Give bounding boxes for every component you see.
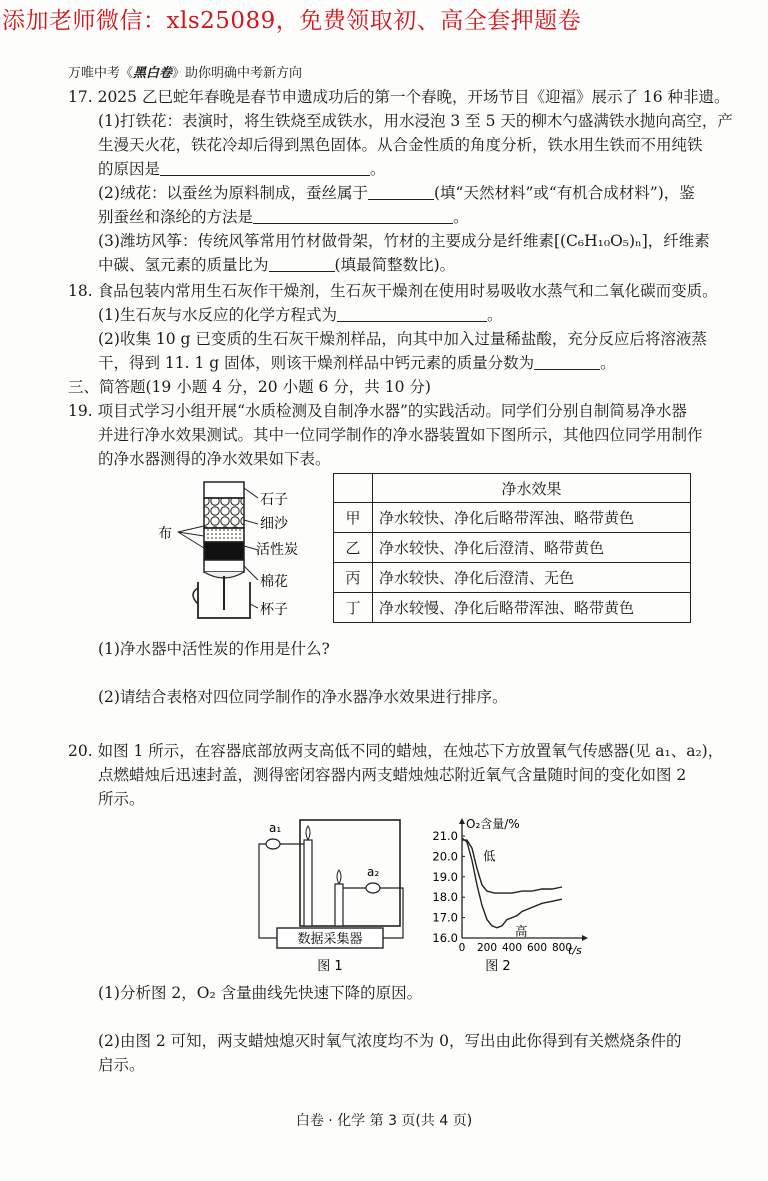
sand-layer bbox=[204, 528, 244, 542]
row-key: 甲 bbox=[334, 503, 373, 533]
x-tick-label: 800 bbox=[551, 942, 573, 954]
q17-p1a: (1)打铁花：表演时，将生铁烧至成铁水，用水浸泡 3 至 5 天的柳木勺盛满铁水抛向高空，产 bbox=[98, 112, 733, 130]
q19-stem-2: 并进行净水效果测试。其中一位同学制作的净水器装置如下图所示，其他四位同学用制作 bbox=[98, 426, 703, 444]
q17-answer-blank-2[interactable] bbox=[368, 183, 434, 200]
q19-p2: (2)请结合表格对四位同学制作的净水器净水效果进行排序。 bbox=[98, 688, 508, 706]
y-tick-label: 20.0 bbox=[432, 849, 458, 864]
y-tick-label: 18.0 bbox=[432, 890, 458, 905]
q17-answer-blank-4[interactable] bbox=[269, 255, 335, 272]
x-tick-label: 0 bbox=[458, 942, 466, 954]
x-tick-label: 600 bbox=[526, 942, 548, 954]
q17-p3a: (3)潍坊风筝：传统风筝常用竹材做骨架，竹材的主要成分是纤维素[(C₆H₁₀O₅)ₙ]，纤维素 bbox=[98, 232, 710, 250]
label-bu: 布 bbox=[158, 526, 172, 542]
row-value: 净水较慢、净化后略带浑浊、略带黄色 bbox=[373, 593, 691, 623]
filter-top bbox=[204, 482, 244, 498]
label-a2: a₂ bbox=[367, 865, 380, 879]
label-mianhua: 棉花 bbox=[260, 574, 288, 590]
x-tick-label: 400 bbox=[501, 942, 523, 954]
q17-p2a: (2)绒花：以蚕丝为原料制成，蚕丝属于 bbox=[98, 184, 368, 202]
header-pre: 万唯中考《 bbox=[68, 66, 134, 81]
q18-stem: 18. 食品包装内常用生石灰作干燥剂，生石灰干燥剂在使用时易吸收水蒸气和二氧化碳而变质。 bbox=[68, 282, 718, 300]
q17-p2c: 别蚕丝和涤纶的方法是 bbox=[98, 208, 254, 226]
table-row bbox=[334, 593, 691, 623]
q18-p2a: (2)收集 10 g 已变质的生石灰干燥剂样品，向其中加入过量稀盐酸，充分反应后将溶液蒸 bbox=[98, 330, 707, 348]
table-corner bbox=[334, 474, 373, 503]
y-tick-label: 19.0 bbox=[432, 869, 458, 884]
x-tick-label: 200 bbox=[476, 942, 498, 954]
cotton-layer bbox=[204, 560, 244, 572]
short-flame bbox=[337, 870, 341, 884]
q20-stem-2: 点燃蜡烛后迅速封盖，测得密闭容器内两支蜡烛烛芯附近氧气含量随时间的变化如图 2 bbox=[98, 766, 687, 784]
label-a1: a₁ bbox=[269, 821, 282, 835]
q18-p2b: 干，得到 11. 1 g 固体，则该干燥剂样品中钙元素的质量分数为 bbox=[98, 354, 535, 372]
q17-p1b: 生漫天火花，铁花冷却后得到黑色固体。从合金性质的角度分析，铁水用生铁而不用纯铁 bbox=[98, 136, 703, 154]
short-candle bbox=[335, 884, 343, 926]
y-tick-label: 17.0 bbox=[432, 910, 458, 925]
chart-series bbox=[462, 838, 562, 939]
tall-flame bbox=[306, 826, 310, 840]
y-axis-arrow bbox=[459, 818, 465, 824]
sensor-a2 bbox=[366, 883, 380, 893]
row-key: 丙 bbox=[334, 563, 373, 593]
q17-stem: 17. 2025 乙巳蛇年春晚是春节申遗成功后的第一个春晚，开场节目《迎福》展示了 16 种非遗。 bbox=[68, 88, 730, 106]
q17-p3b: 中碳、氢元素的质量比为 bbox=[98, 256, 269, 274]
q17-p1c-row: 的原因是 。 bbox=[98, 160, 386, 178]
container bbox=[300, 820, 400, 926]
chart-ticks bbox=[432, 829, 572, 954]
q18-answer-blank-1[interactable] bbox=[337, 305, 487, 322]
q18-p2-row bbox=[98, 352, 616, 374]
page-header bbox=[68, 62, 302, 81]
section-3-title: 三、简答题(19 小题 4 分，20 小题 6 分，共 10 分) bbox=[68, 378, 431, 396]
y-axis-label: O₂含量/% bbox=[466, 817, 520, 831]
q18-p2c: 。 bbox=[600, 354, 616, 372]
table-row bbox=[334, 503, 691, 533]
fig1-caption: 图 1 bbox=[317, 959, 343, 974]
q17-p2c-row: 别蚕丝和涤纶的方法是 。 bbox=[98, 208, 469, 226]
row-value: 净水较快、净化后澄清、无色 bbox=[373, 563, 691, 593]
q19-p1: (1)净水器中活性炭的作用是什么? bbox=[98, 640, 330, 658]
q19-stem-1: 19. 项目式学习小组开展“水质检测及自制净水器”的实践活动。同学们分别自制简易净水器 bbox=[68, 402, 687, 420]
header-post: 》助你明确中考新方向 bbox=[172, 66, 303, 81]
row-key: 丁 bbox=[334, 593, 373, 623]
q17-answer-blank-1[interactable] bbox=[160, 159, 370, 176]
q20-stem-1: 20. 如图 1 所示，在容器底部放两支高低不同的蜡烛，在烛芯下方放置氧气传感器(见 a₁、a₂)， bbox=[68, 742, 724, 760]
y-tick-label: 21.0 bbox=[432, 829, 458, 843]
x-axis-arrow bbox=[582, 935, 588, 941]
carbon-layer bbox=[204, 542, 244, 560]
figure-1-apparatus bbox=[255, 812, 415, 977]
pebble-layer bbox=[204, 498, 244, 528]
q19-stem-3: 的净水器测得的净水效果如下表。 bbox=[98, 450, 331, 468]
q17-answer-blank-3[interactable] bbox=[253, 207, 453, 224]
y-tick-label: 16.0 bbox=[432, 931, 458, 945]
label-xisha: 细沙 bbox=[260, 516, 288, 532]
q20-p1: (1)分析图 2，O₂ 含量曲线先快速下降的原因。 bbox=[98, 984, 423, 1002]
series-line-2 bbox=[462, 838, 562, 928]
q17-p1c: 的原因是 bbox=[98, 160, 161, 178]
q17-p3c: (填最简整数比)。 bbox=[334, 256, 456, 274]
figure-2-oxygen-chart bbox=[420, 812, 600, 977]
q18-p1-row: (1)生石灰与水反应的化学方程式为 。 bbox=[98, 306, 503, 324]
header-em: 黑白卷 bbox=[133, 66, 173, 81]
tall-candle bbox=[304, 840, 312, 926]
q18-p1: (1)生石灰与水反应的化学方程式为 bbox=[98, 306, 337, 324]
sensor-a1 bbox=[266, 839, 280, 849]
table-row bbox=[334, 563, 691, 593]
promo-banner: 添加老师微信：xls25089，免费领取初、高全套押题卷 bbox=[2, 8, 582, 34]
series-label-2: 高 bbox=[515, 923, 528, 939]
label-beizi: 杯子 bbox=[260, 602, 288, 618]
collector-label: 数据采集器 bbox=[297, 932, 363, 947]
label-shizi: 石子 bbox=[260, 492, 288, 508]
water-purifier-figure bbox=[150, 476, 330, 626]
page-footer: 白卷 · 化学 第 3 页(共 4 页) bbox=[295, 1113, 473, 1129]
q18-answer-blank-2[interactable] bbox=[534, 353, 600, 370]
row-value: 净水较快、净化后略带浑浊、略带黄色 bbox=[373, 503, 691, 533]
row-key: 乙 bbox=[334, 533, 373, 563]
label-huoxingtan: 活性炭 bbox=[256, 542, 298, 558]
q17-p2-row bbox=[98, 182, 695, 204]
q17-p2b: (填“天然材料”或“有机合成材料”)，鉴 bbox=[433, 184, 695, 202]
q20-p2a: (2)由图 2 可知，两支蜡烛熄灭时氧气浓度均不为 0，写出由此你得到有关燃烧条件的 bbox=[98, 1032, 682, 1050]
x-axis-label: t/s bbox=[568, 944, 582, 957]
table-row bbox=[334, 533, 691, 563]
fig2-caption: 图 2 bbox=[485, 959, 511, 974]
water-effect-table bbox=[333, 473, 691, 623]
series-label-1: 低 bbox=[483, 848, 496, 864]
table-header: 净水效果 bbox=[373, 474, 691, 503]
q20-stem-3: 所示。 bbox=[98, 790, 145, 808]
q17-p3-row bbox=[98, 254, 455, 276]
q20-p2b: 启示。 bbox=[98, 1056, 145, 1074]
row-value: 净水较快、净化后澄清、略带黄色 bbox=[373, 533, 691, 563]
